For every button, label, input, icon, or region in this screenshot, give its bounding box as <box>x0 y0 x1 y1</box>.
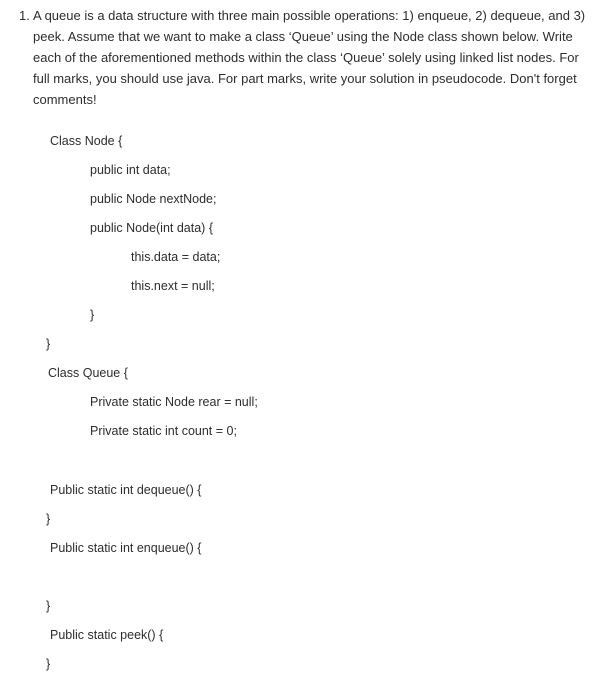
code-line-close-node: } <box>46 337 51 351</box>
code-line-dequeue-method: Public static int dequeue() { <box>50 483 202 497</box>
code-line-node-constructor: public Node(int data) { <box>90 221 213 235</box>
question-text: A queue is a data structure with three main possible operations: 1) enqueue, 2) dequeue, and 3) peek. Assume that we want to make a class ‘Queue’ using the Node class shown below. Write each of the aforementioned methods within the class ‘Queue’ solely using linked list nodes. For full marks, you should use java. For part marks, write your solution in pseudocode. Don't forget comments! <box>33 8 586 107</box>
code-line-count-field: Private static int count = 0; <box>90 424 237 438</box>
code-line-rear-field: Private static Node rear = null; <box>90 395 258 409</box>
code-line-peek-method: Public static peek() { <box>50 628 164 642</box>
code-line-assign-data: this.data = data; <box>131 250 221 264</box>
code-line-class-node: Class Node { <box>50 134 123 148</box>
code-line-close-dequeue: } <box>46 512 51 526</box>
code-line-enqueue-method: Public static int enqueue() { <box>50 541 202 555</box>
code-line-data-field: public int data; <box>90 163 171 177</box>
code-line-nextnode-field: public Node nextNode; <box>90 192 217 206</box>
question-block <box>19 5 594 110</box>
code-line-close-peek: } <box>46 657 51 671</box>
code-line-close-constructor: } <box>90 308 95 322</box>
code-line-class-queue: Class Queue { <box>48 366 128 380</box>
code-line-assign-next: this.next = null; <box>131 279 215 293</box>
code-line-close-enqueue: } <box>46 599 51 613</box>
question-number: 1. <box>19 8 30 23</box>
